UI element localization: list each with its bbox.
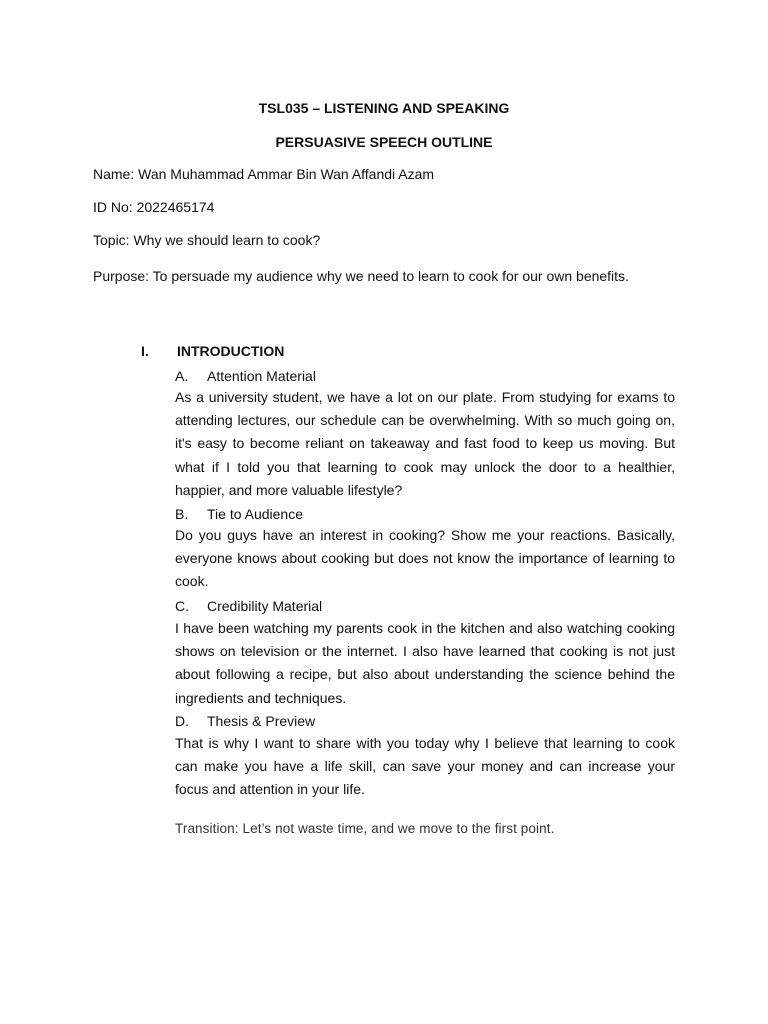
section-heading: INTRODUCTION (177, 343, 285, 359)
attention-material-paragraph: As a university student, we have a lot on our plate. From studying for exams to attending lectures, our schedule can be overwhelming. With so much going on, it's easy to become reliant on takeaway and fast food to keep us moving. But what if I told you that learning to cook may unlock the door to a healthier, happier, and more valuable lifestyle? (175, 389, 675, 498)
student-id: ID No: 2022465174 (93, 199, 215, 215)
subsection-label: Attention Material (207, 368, 316, 384)
subsection-letter: D. (175, 713, 189, 729)
student-name: Name: Wan Muhammad Ammar Bin Wan Affandi Azam (93, 166, 435, 182)
speech-topic: Topic: Why we should learn to cook? (93, 232, 321, 248)
course-title: TSL035 – LISTENING AND SPEAKING (258, 100, 510, 116)
credibility-material-paragraph: I have been watching my parents cook in the kitchen and also watching cooking shows on television or the internet. I also have learned that cooking is not just about following a recipe, but also about understanding the science behind the ingredients and techniques. (175, 620, 675, 706)
transition-line: Transition: Let’s not waste time, and we move to the first point. (175, 821, 555, 836)
speech-purpose: Purpose: To persuade my audience why we need to learn to cook for our own benefits. (93, 268, 629, 284)
document-title: PERSUASIVE SPEECH OUTLINE (275, 134, 493, 150)
tie-to-audience-paragraph: Do you guys have an interest in cooking? Show me your reactions. Basically, everyone knows about cooking but does not know the importance of learning to cook. (175, 527, 675, 590)
subsection-letter: A. (175, 368, 189, 384)
subsection-letter: C. (175, 598, 189, 614)
subsection-label: Thesis & Preview (207, 713, 316, 729)
subsection-label: Tie to Audience (207, 506, 303, 522)
section-number: I. (141, 343, 149, 359)
thesis-preview-paragraph: That is why I want to share with you today why I believe that learning to cook can make you have a life skill, can save your money and can increase your focus and attention in your life. (175, 735, 675, 798)
subsection-letter: B. (175, 506, 189, 522)
subsection-label: Credibility Material (207, 598, 323, 614)
